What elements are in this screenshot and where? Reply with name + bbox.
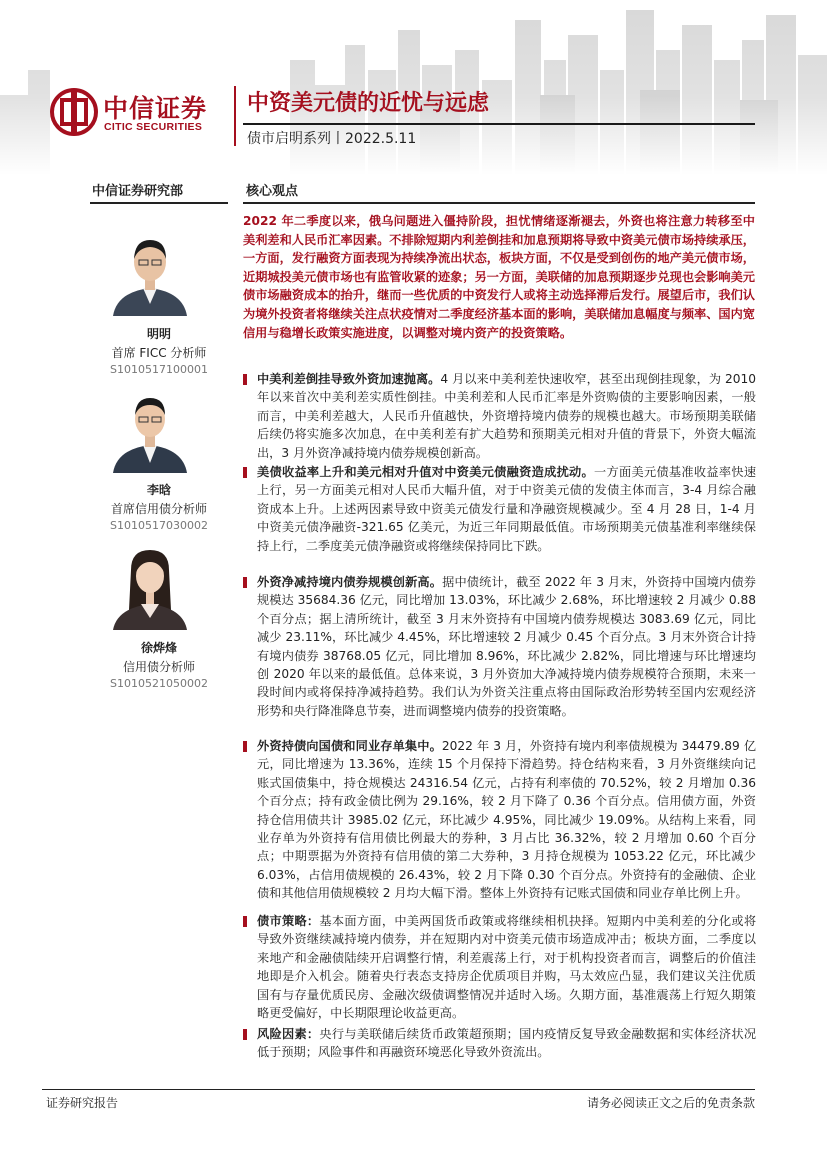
bullet-marker — [243, 374, 247, 385]
analyst-role: 首席 FICC 分析师 — [111, 346, 207, 360]
brand-name-en: CITIC SECURITIES — [104, 121, 203, 133]
analyst-role: 信用债分析师 — [122, 660, 195, 674]
bullet-point — [243, 1025, 756, 1062]
bullet-text: 据中债统计，截至 2022 年 3 月末，外资持中国境内债券规模达 35684.36 亿元，同比增加 13.03%，环比减少 2.68%，环比增速较 2 月减少 0.88 个百分点；据上清所统计，截至 3 月末外资持有中国境内债券规模达 3083.69 亿元，同比减少 23.11%，环比减少 4.45%，环比增速较 2 月减少 0.45 个百分点。3 月末外资合计持有境内债券 38768.05 亿元，同比增加 8.96%，环比减少 2.82%，同比增速与环比增速均创 2020 年以来的最低值。总体来说，3 月外资加大净减持境内债券规模符合预期，未来一段时间内或将保持净减持趋势。我们认为外资关注重点将由国际政治形势转至国内宏观经济形势和央行降准降息节奏，进而调整境内债券的投资策略。 — [257, 575, 756, 718]
analyst-photo-2 — [105, 383, 195, 473]
footer-report-type: 证券研究报告 — [46, 1096, 119, 1110]
analyst-1 — [90, 325, 228, 376]
analyst-name: 李晗 — [146, 483, 171, 497]
bullet-lead: 外资净减持境内债券规模创新高。 — [257, 575, 443, 589]
analyst-photo-1 — [105, 226, 195, 316]
bullet-lead: 外资持债向国债和同业存单集中。 — [257, 739, 442, 753]
bullet-lead: 风险因素： — [257, 1027, 320, 1041]
bullet-marker — [243, 741, 247, 752]
analyst-2 — [90, 481, 228, 532]
header-divider — [234, 86, 236, 146]
citic-logo-icon — [50, 88, 98, 136]
analyst-cert-code: S1010517100001 — [110, 363, 208, 376]
footer-disclaimer-link: 请务必阅读正文之后的免责条款 — [586, 1096, 755, 1110]
bullet-text: 4 月以来中美利差快速收窄，甚至出现倒挂现象，为 2010 年以来首次中美利差实质性倒挂。中美利差和人民币汇率是外资购债的主要影响因素，一般而言，中美利差越大，人民币升值越快，外资增持境内债券的规模也越大。市场预期美联储后续仍将实施多次加息，在中美利差有扩大趋势和预期美元相对升值的背景下，外资大幅流出，3 月外资净减持境内债券规模创新高。 — [257, 372, 756, 460]
title-rule — [243, 123, 755, 125]
bullet-point — [243, 912, 756, 1022]
analyst-name: 徐烨烽 — [140, 641, 177, 655]
analyst-3 — [90, 639, 228, 690]
bullet-point — [243, 737, 756, 903]
footer-rule — [42, 1089, 755, 1090]
summary-paragraph: 2022 年二季度以来，俄乌问题进入僵持阶段，担忧情绪逐渐褪去，外资也将注意力转移至中美利差和人民币汇率因素。不排除短期内利差倒挂和加息预期将导致中资美元债市场持续承压，一方面，发行融资方面表现为持续净流出状态，板块方面，不仅是受到创伤的地产美元债市场，近期城投美元债市场也有监管收紧的迹象；另一方面，美联储的加息预期逐步兑现也会影响美元债市场融资成本的抬升，继而一些优质的中资发行人或将主动选择滞后发行。展望后市，我们认为境外投资者将继续关注点状疫情对二季度经济基本面的影响，美联储加息幅度与频率、国内宽信用与稳增长政策实施进度，以调整对境内资产的投资策略。 — [243, 214, 755, 340]
report-title: 中资美元债的近忧与远虑 — [247, 91, 490, 116]
core-views-heading: 核心观点 — [246, 184, 299, 199]
bullet-lead: 美债收益率上升和美元相对升值对中资美元债融资造成扰动。 — [257, 465, 595, 479]
brand-name-cn: 中信证券 — [103, 94, 208, 123]
bullet-marker — [243, 916, 247, 927]
bullet-text: 一方面美元债基准收益率快速上行，另一方面美元相对人民币大幅升值，对于中资美元债的发债主体而言，3-4 月综合融资成本上升。上述两因素导致中资美元债发行量和净融资规模减少。至 4 月 28 日，1-4 月中资美元债净融资-321.65 亿美元，为近三年同期最低值。市场预期美元债基准利率继续保持上行，二季度美元债净融资或将继续保持同比下跌。 — [257, 465, 757, 553]
analyst-photo-3 — [105, 540, 195, 630]
bullet-text: 央行与美联储后续货币政策超预期；国内疫情反复导致金融数据和实体经济状况低于预期；风险事件和再融资环境恶化导致外资流出。 — [257, 1027, 757, 1060]
core-views-rule — [243, 202, 755, 204]
bullet-text: 基本面方面，中美两国货币政策或将继续相机抉择。短期内中美利差的分化或将导致外资继续减持境内债券，并在短期内对中资美元债市场造成冲击；板块方面，二季度以来地产和金融债陆续开启调整行情，利差震荡上行，对于机构投资者而言，调整后的价值洼地即是介入机会。随着央行表态支持房企优质项目并购，马太效应凸显，我们建议关注优质国有与存量优质民房、金融次级债调整情况并适时入场。久期方面，基准震荡上行短久期策略更受偏好，中长期限理论收益更高。 — [257, 914, 757, 1021]
bullet-point — [243, 463, 756, 555]
bullet-point — [243, 370, 756, 462]
bullet-point — [243, 573, 756, 720]
bullet-marker — [243, 577, 247, 588]
bullet-marker — [243, 467, 247, 478]
analyst-name: 明明 — [146, 327, 171, 341]
report-series-date: 债市启明系列丨2022.5.11 — [247, 131, 417, 147]
analyst-cert-code: S1010521050002 — [110, 677, 208, 690]
bullet-marker — [243, 1029, 247, 1040]
sidebar-heading-rule — [90, 202, 228, 204]
bullet-lead: 中美利差倒挂导致外资加速抛离。 — [257, 372, 441, 386]
sidebar-heading: 中信证券研究部 — [92, 184, 184, 199]
analyst-role: 首席信用债分析师 — [110, 502, 207, 516]
bullet-lead: 债市策略： — [257, 914, 320, 928]
bullet-text: 2022 年 3 月，外资持有境内利率债规模为 34479.89 亿元，同比增速为 13.36%，连续 15 个月保持下滑趋势。持仓结构来看，3 月外资继续向记账式国债集中，持仓规模达 24316.54 亿元，占持有利率债的 70.52%，较 2 月增加 0.36 个百分点；持有政金债比例为 29.16%，较 2 月下降了 0.36 个百分点。信用债方面，外资持仓信用债共计 3985.02 亿元，环比减少 4.95%，同比减少 19.09%。从结构上来看，同业存单为外资持有信用债比例最大的券种，3 月占比 36.32%，较 2 月增加 0.60 个百分点；中期票据为外资持有信用债的第二大券种，3 月持仓规模为 1053.22 亿元，环比减少 6.03%，占信用债规模的 26.43%，较 2 月下降 0.30 个百分点。外资持有的金融债、企业债和其他信用债规模较 2 月均大幅下滑。整体上外资持有记账式国债和同业存单比例上升。 — [257, 739, 757, 901]
analyst-cert-code: S1010517030002 — [110, 519, 208, 532]
